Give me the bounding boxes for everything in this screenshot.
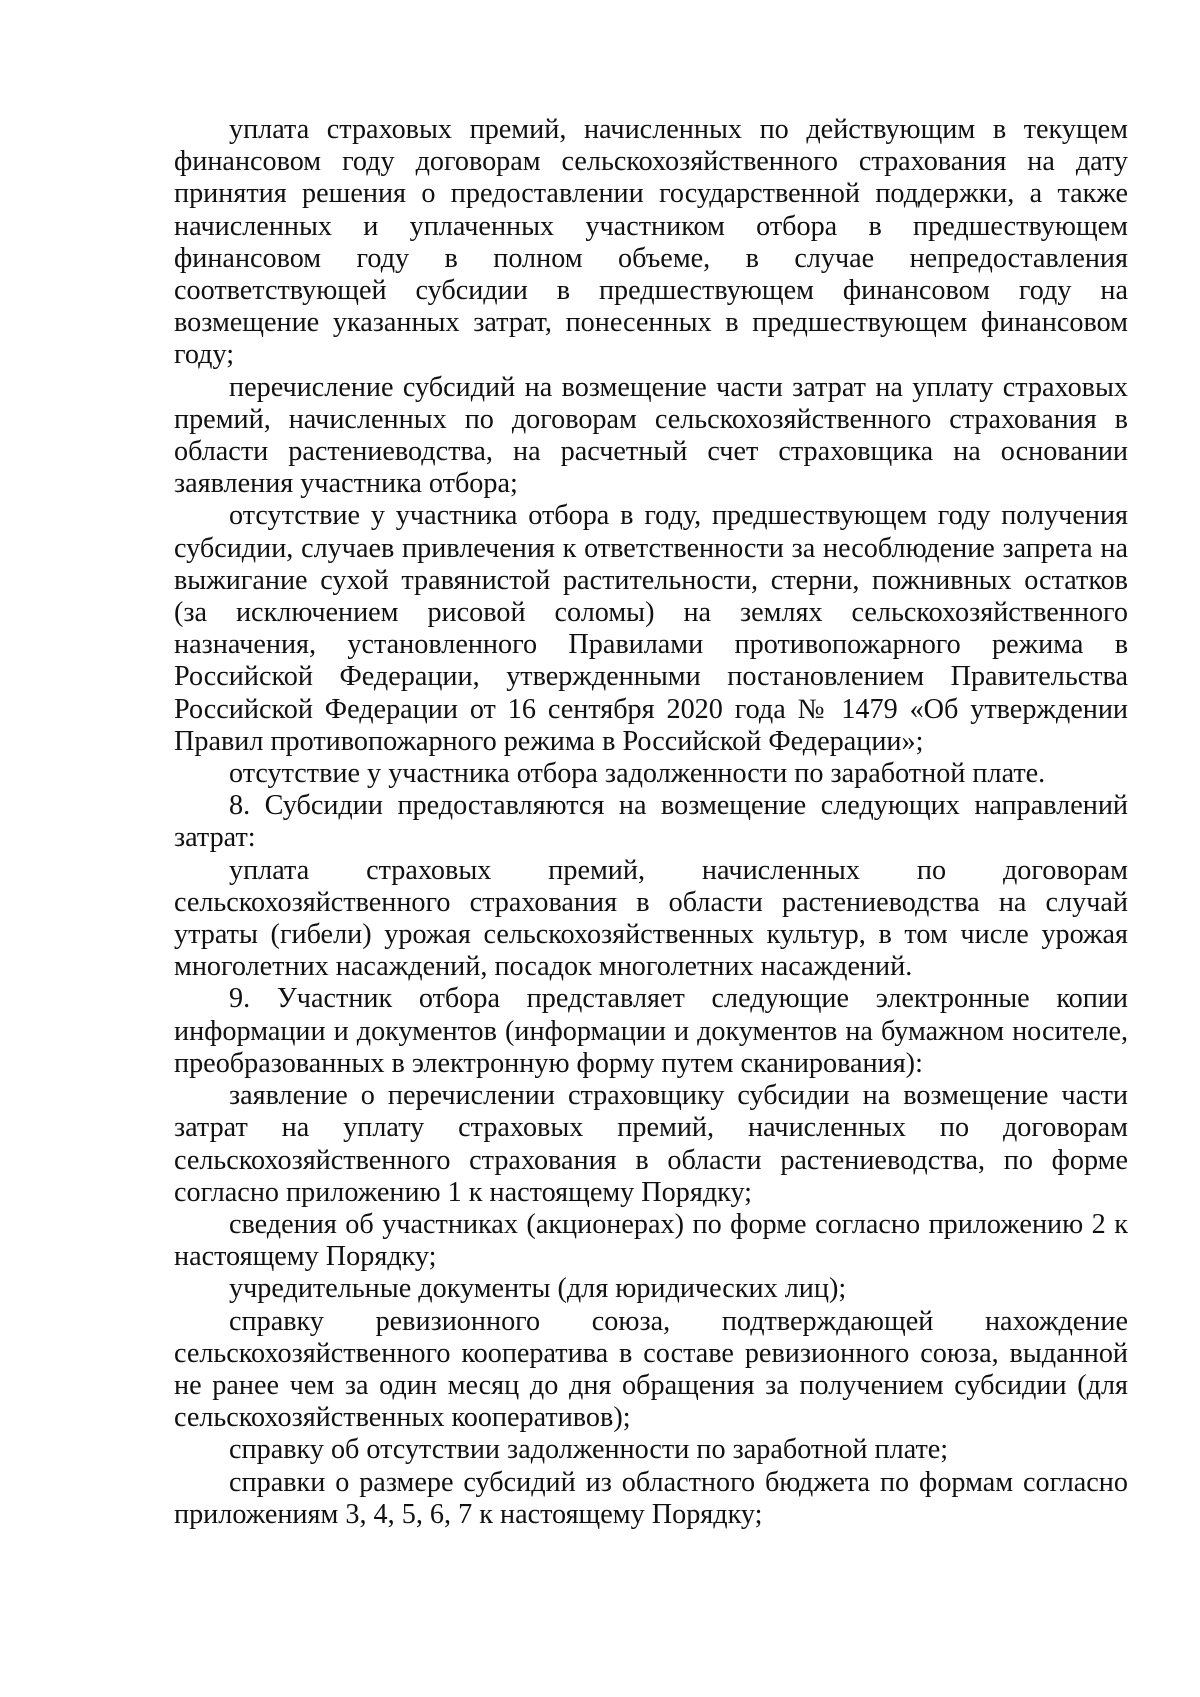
paragraph: 9. Участник отбора представляет следующие электронные копии информации и документов (информации и документов на бумажном носителе, преобразованных в электронную форму путем сканирования): <box>174 983 1128 1079</box>
document-page <box>174 114 1128 1531</box>
paragraph: уплата страховых премий, начисленных по действующим в текущем финансовом году договорам сельскохозяйственного страхования на дату принятия решения о предоставлении государственной поддержки, а также начисленных и уплаченных участником отбора в предшествующем финансовом году в полном объеме, в случае непредоставления соответствующей субсидии в предшествующем финансовом году на возмещение указанных затрат, понесенных в предшествующем финансовом году; <box>174 114 1128 371</box>
paragraph: учредительные документы (для юридических лиц); <box>229 1273 847 1305</box>
paragraph: отсутствие у участника отбора в году, предшествующем году получения субсидии, случаев привлечения к ответственности за несоблюдение запрета на выжигание сухой травянистой растительности, стерни, пожнивных остатков (за исключением рисовой соломы) на землях сельскохозяйственного назначения, установленного Правилами противопожарного режима в Российской Федерации, утвержденными постановлением Правительства Российской Федерации от 16 сентября 2020 года № 1479 «Об утверждении Правил противопожарного режима в Российской Федерации»; <box>174 500 1128 757</box>
paragraph: перечисление субсидий на возмещение части затрат на уплату страховых премий, начисленных по договорам сельскохозяйственного страхования в области растениеводства, на расчетный счет страховщика на основании заявления участника отбора; <box>174 371 1128 500</box>
paragraph: уплата страховых премий, начисленных по договорам сельскохозяйственного страхования в области растениеводства на случай утраты (гибели) урожая сельскохозяйственных культур, в том числе урожая многолетних насаждений, посадок многолетних насаждений. <box>174 854 1128 983</box>
paragraph: сведения об участниках (акционерах) по форме согласно приложению 2 к настоящему Порядку; <box>174 1208 1128 1273</box>
paragraph: справки о размере субсидий из областного бюджета по формам согласно приложениям 3, 4, 5, 6, 7 к настоящему Порядку; <box>174 1466 1128 1530</box>
paragraph: справку ревизионного союза, подтверждающей нахождение сельскохозяйственного кооператива в составе ревизионного союза, выданной не ранее чем за один месяц до дня обращения за получением субсидии (для сельскохозяйственных кооперативов); <box>174 1305 1128 1434</box>
paragraph: заявление о перечислении страховщику субсидии на возмещение части затрат на уплату страховых премий, начисленных по договорам сельскохозяйственного страхования в области растениеводства, по форме согласно приложению 1 к настоящему Порядку; <box>174 1080 1128 1208</box>
paragraph: 8. Субсидии предоставляются на возмещение следующих направлений затрат: <box>174 790 1128 854</box>
paragraph: справку об отсутствии задолженности по заработной плате; <box>229 1434 949 1466</box>
paragraph: отсутствие у участника отбора задолженности по заработной плате. <box>229 758 1046 790</box>
